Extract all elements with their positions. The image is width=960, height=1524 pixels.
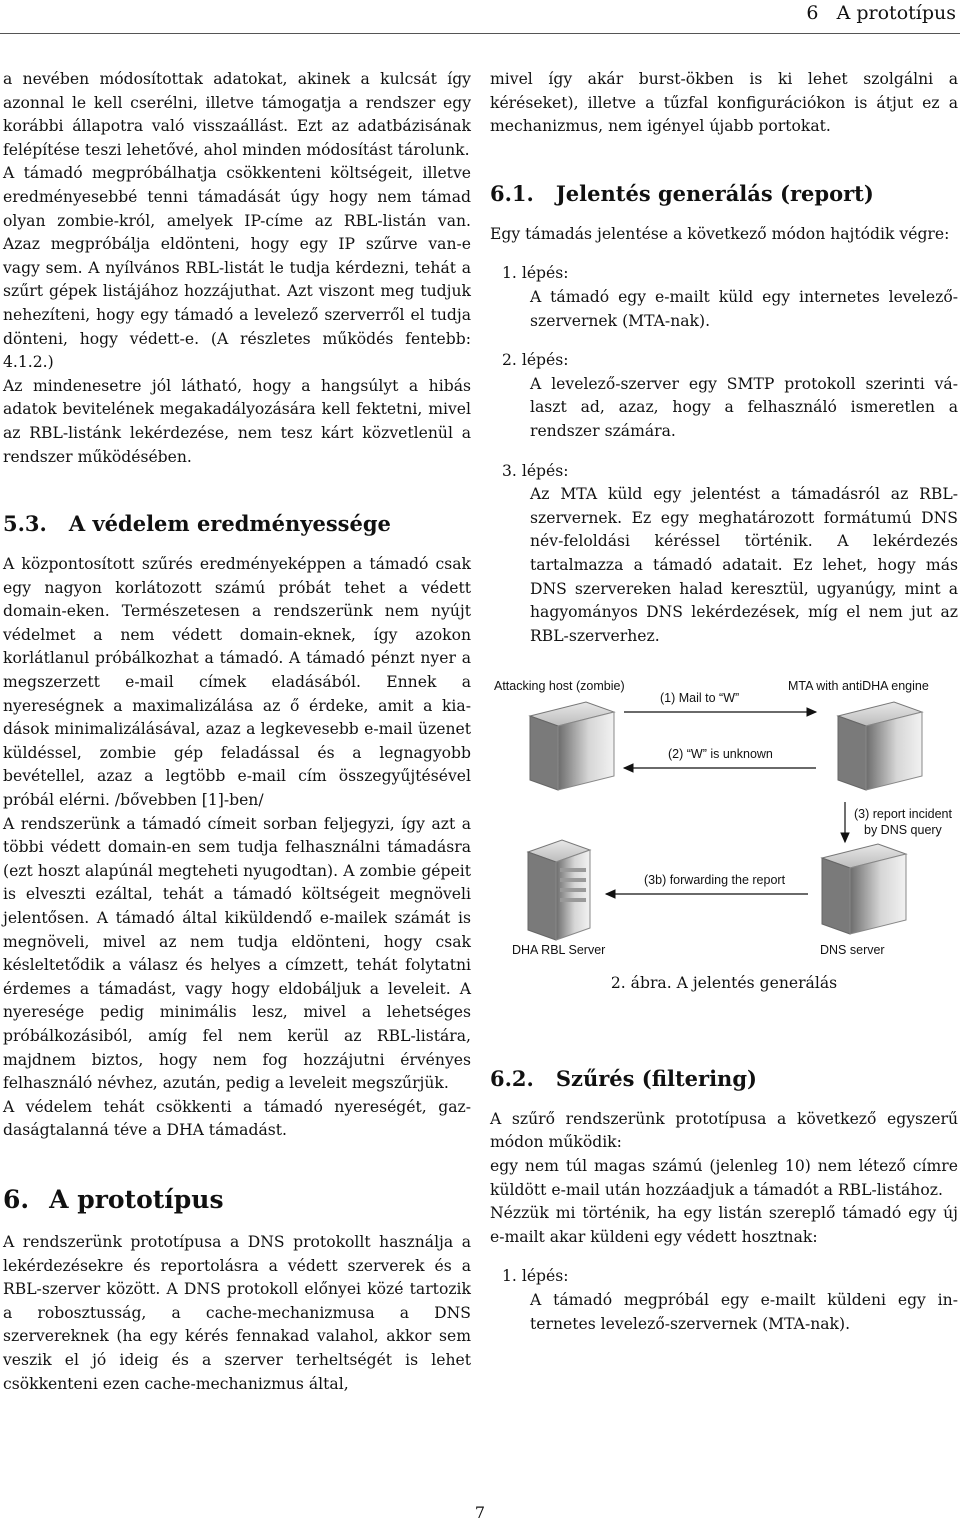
diagram-svg: [490, 672, 958, 962]
label-msg-3c: (3b) forwarding the report: [644, 873, 786, 888]
left-column: [3, 68, 471, 1396]
paragraph: A rendszerünk prototípusa a DNS protokollt használja a lekérdezésekre és reportolásra a védett szerverek és a RBL-szerver között. A DNS protokoll előnyei közé tartozik a robosztusság, a cache-mechanizmusa a DNS szervereknek (ha egy kérés fennakad valahol, akkor sem veszik el jó ideig és a szerver terheltségét is lehet csökkenteni ezen cache-mechanizmus által,: [3, 1232, 471, 1393]
report-flow-diagram: [490, 672, 958, 962]
page-number: 7: [474, 1503, 486, 1522]
section-title: Szűrés (filtering): [555, 1065, 757, 1091]
section-heading-5-3: [3, 511, 471, 537]
paragraph: a nevében módosítottak adatokat, akinek a kulcsát így azonnal le kell cserélni, illetve támogatja a rendszer egy korábbi állapotra való visszaállást. Ezt az adatbázisának felépítése teszi lehetővé, ahol minden módosítást tárolunk.: [3, 70, 471, 159]
step-label: 1. lépés:: [502, 264, 569, 283]
section-number: 6.1.: [490, 180, 534, 206]
label-rbl-server: DHA RBL Server: [512, 943, 606, 958]
label-dns-server: DNS server: [820, 943, 885, 958]
step-label: 1. lépés:: [502, 1267, 569, 1286]
attacker-server-icon: [530, 702, 614, 790]
paragraph: A támadó megpróbálhatja csökkenteni költségeit, illetve eredményesebbé tenni támadását úgy hogy nem támad olyan zombie-król, amelyek IP-címe az RBL-listán van. Azaz megpróbálja eldönteni, hogy egy IP szűrve van-e vagy sem. A nyílvános RBL-listát le tudja kérdezni, tehát a szűrt gépek listájához hozzájuthat. Azt viszont meg tudjuk nehezíteni, hogy egy támadó a levelező szerverről el tudja dönteni, hogy védett-e. (A részletes működés fentebb: 4.1.2.): [3, 164, 471, 372]
list-item: [490, 262, 958, 333]
steps-list: [490, 1265, 958, 1336]
section-heading-6-1: [490, 181, 958, 207]
section-title: Jelentés generálás (report): [555, 180, 874, 206]
label-msg-3a: (3) report incident: [854, 807, 952, 822]
step-text: Az MTA küld egy jelentést a támadásról az RBL-szervernek. Ez egy meghatározott formátumú DNS név-feloldási kéréssel történik. A lekérdezés tartalmazza a támadó adatait. Ez lehet, hogy más DNS szervereken halad keresztül, ugyanúgy, mint a hagyományos DNS lekérdezések, míg el nem jut az RBL-szerverhez.: [530, 485, 958, 645]
section-heading-6-2: [490, 1066, 958, 1092]
label-msg-2: (2) “W” is unknown: [668, 747, 773, 762]
paragraph: A rendszerünk a támadó címeit sorban feljegyzi, így azt a többi védett domain-en sem tudja felhasználni támadásra (ezt hoszt alapúnál megteheti nyugodtan). A zombie gépeit is elveszti ezáltal, tehát a támadó költségeit megnöveli jelentősen. A támadó által kiküldendő e-mailek számát is megnöveli, mivel az nem tudja eldönteni, hogy csak késleltetődik a válasz és helyes a címzett, tehát folytatni érdemes a támadást, vagy hogy eldobáljuk a leveleit. A nyeresége pedig minimális lesz, mivel a lehetséges próbálkozásiból, amíg fel nem kerül az RBL-listára, majdnem biztos, hogy nem fog hozzájutni érvényes felhasználó névhez, azután, pedig a leveleit megszűrjük.: [3, 814, 471, 1093]
section-title: A védelem eredményessége: [68, 511, 391, 537]
right-column: [490, 68, 958, 1352]
chapter-title: A prototípus: [49, 1184, 224, 1214]
step-label: 2. lépés:: [502, 351, 569, 370]
label-mta: MTA with antiDHA engine: [788, 679, 929, 694]
paragraph: Az mindenesetre jól látható, hogy a hangsúlyt a hibás adatok bevitelének megakadályozására kell fektetni, mivel az RBL-listánk lekérdezése, nem tesz kárt közvetlenül a rendszer működésében.: [3, 376, 471, 466]
header-chapter: 6 A prototípus: [806, 2, 956, 24]
paragraph: A szűrő rendszerünk prototípusa a következő egyszerű módon működik:: [490, 1109, 958, 1152]
steps-list: [490, 262, 958, 648]
figure-caption: 2. ábra. A jelentés generálás: [610, 974, 838, 993]
mta-server-icon: [838, 702, 922, 790]
list-item: [490, 460, 958, 649]
paragraph: A központosított szűrés eredményeképpen a támadó csak egy nagyon korlátozott számú próbát tehet a védett domain-eken. Természetesen a rendszerünk nem nyújt védelmet a nem védett domain-eknek, így azokon korlátlanul próbálkozhat a támadó. A támadó pénzt nyer a megszerzett e-mail címek eladásából. Ennek a nyereségnek a maximalizálása az ő érdeke, amit a kiadások minimalizálásával, azaz a legkevesebb e-mail üzenet küldéssel, zombie gép feladással és a legnagyobb bevétellel, azaz a legtöbb e-mail cím összegyűjtésével próbál elérni. /bővebben [1]-ben/: [3, 555, 471, 810]
step-text: A támadó egy e-mailt küld egy internetes levelező-szervernek (MTA-nak).: [530, 287, 958, 330]
step-text: A levelező-szerver egy SMTP protokoll szerinti választ ad, azaz, hogy a felhasználó ismeretlen a rendszer számára.: [530, 374, 958, 440]
header-rule: [0, 33, 960, 34]
section-number: 5.3.: [3, 511, 47, 537]
paragraph: mivel így akár burst-ökben is ki lehet szolgálni a kéréseket), illetve a tűzfal konfigurációkon is átjut ez a mechanizmus, nem igényel újabb portokat.: [490, 70, 958, 136]
list-item: [490, 349, 958, 443]
dns-server-icon: [822, 844, 906, 934]
label-attacking-host: Attacking host (zombie): [494, 679, 625, 694]
paragraph: Nézzük mi történik, ha egy listán szereplő támadó egy új e-mailt akar küldeni egy védett hosztnak:: [490, 1204, 958, 1246]
step-label: 3. lépés:: [502, 461, 569, 480]
paragraph: A védelem tehát csökkenti a támadó nyereségét, gazdaságtalanná téve a DHA támadást.: [3, 1097, 471, 1140]
list-item: [490, 1265, 958, 1336]
step-text: A támadó megpróbál egy e-mailt küldeni egy internetes levelező-szervernek (MTA-nak).: [530, 1291, 958, 1333]
rbl-server-icon: [528, 840, 590, 940]
label-msg-3b: by DNS query: [864, 823, 942, 838]
label-msg-1: (1) Mail to “W”: [660, 691, 740, 706]
chapter-heading-6: [3, 1185, 471, 1215]
chapter-number: 6.: [3, 1184, 30, 1214]
running-header: [0, 0, 960, 34]
paragraph: Egy támadás jelentése a következő módon hajtódik végre:: [490, 224, 950, 243]
section-number: 6.2.: [490, 1065, 534, 1091]
paragraph: egy nem túl magas számú (jelenleg 10) nem létező címre küldött e-mail után hozzáadjuk a támadót a RBL-listához.: [490, 1157, 958, 1199]
